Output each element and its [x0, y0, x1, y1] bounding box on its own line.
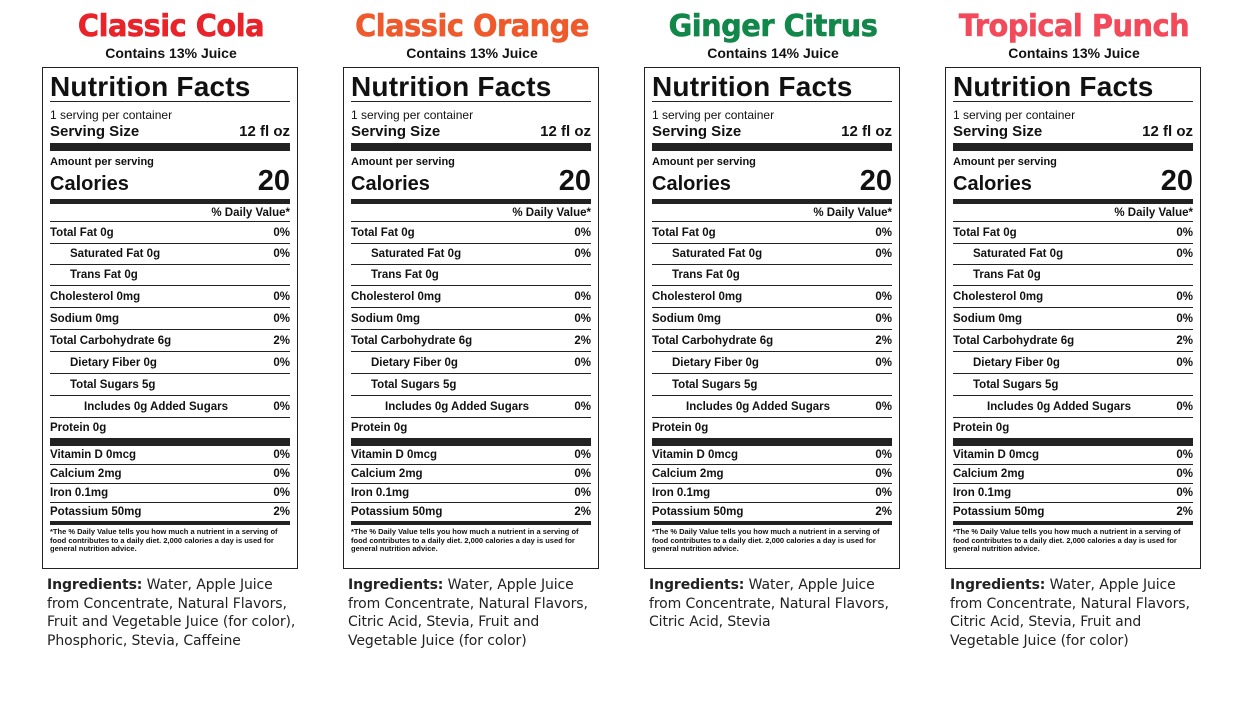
- nutrient-name: Total Sugars 5g: [371, 379, 457, 391]
- nutrient-row-total-fat: [953, 222, 1193, 244]
- nutrient-name: Vitamin D 0mcg: [652, 449, 739, 461]
- nutrient-dv: 0%: [574, 487, 591, 499]
- nutrient-row-dietary-fiber: [351, 352, 591, 374]
- serving-size-label: Serving Size: [652, 123, 742, 140]
- nutrient-dv: 0%: [273, 468, 290, 480]
- nutrient-row-sodium: [652, 308, 892, 330]
- nutrient-dv: 0%: [574, 248, 591, 260]
- serving-size-value: 12 fl oz: [841, 123, 892, 140]
- nutrient-row-total-carbohydrate: [351, 330, 591, 352]
- juice-content: Contains 13% Juice: [105, 45, 237, 61]
- nutrient-name: Total Fat 0g: [351, 227, 415, 239]
- nutrient-dv: 2%: [1176, 335, 1193, 347]
- nutrient-name: Sodium 0mg: [652, 313, 722, 325]
- nutrient-dv: 0%: [1176, 357, 1193, 369]
- calories-value: 20: [558, 165, 591, 197]
- nutrient-row-saturated-fat: [50, 244, 290, 265]
- product-panel-classic-orange: [343, 0, 601, 650]
- servings-per-container: 1 serving per container: [652, 108, 775, 122]
- nutrient-name: Potassium 50mg: [351, 506, 443, 518]
- amount-per-serving: Amount per serving: [351, 156, 455, 168]
- nutrient-row-total-fat: [351, 222, 591, 244]
- amount-per-serving: Amount per serving: [953, 156, 1057, 168]
- nutrient-name: Protein 0g: [50, 422, 107, 434]
- nutrient-name: Protein 0g: [953, 422, 1010, 434]
- serving-size-row: [50, 123, 290, 140]
- nutrient-name: Cholesterol 0mg: [953, 291, 1044, 303]
- nutrient-name: Cholesterol 0mg: [652, 291, 743, 303]
- nutrient-dv: 0%: [1176, 227, 1193, 239]
- nutrient-row-added-sugars: [50, 396, 290, 418]
- nutrient-dv: 2%: [273, 506, 290, 518]
- daily-value-footnote: *The % Daily Value tells you how much a nutrient in a serving of food contributes to a daily diet. 2,000 calories a day is used for general nutrition advice.: [652, 527, 880, 553]
- nutrient-name: Total Carbohydrate 6g: [953, 335, 1075, 347]
- product-title: Ginger Citrus: [668, 9, 878, 44]
- nutrient-name: Iron 0.1mg: [953, 487, 1012, 499]
- nutrient-name: Saturated Fat 0g: [672, 248, 763, 260]
- nutrient-dv: 0%: [574, 291, 591, 303]
- ingredients-text: Water, Apple Juice from Concentrate, Natural Flavors, Citric Acid, Stevia, Fruit and Vegetable Juice (for color): [348, 577, 588, 649]
- nutrient-dv: 0%: [1176, 487, 1193, 499]
- calories-label: Calories: [953, 173, 1032, 195]
- nutrient-row-iron: [50, 484, 290, 503]
- nutrient-name: Potassium 50mg: [50, 506, 142, 518]
- nutrient-row-calcium: [351, 465, 591, 484]
- calories-value: 20: [257, 165, 290, 197]
- nutrient-row-calcium: [652, 465, 892, 484]
- nutrient-dv: 0%: [574, 468, 591, 480]
- serving-size-label: Serving Size: [953, 123, 1043, 140]
- nutrient-name: Sodium 0mg: [50, 313, 120, 325]
- nutrient-dv: 0%: [273, 227, 290, 239]
- nutrient-row-potassium: [953, 503, 1193, 521]
- nutrient-row-total-fat: [652, 222, 892, 244]
- nutrient-dv: 0%: [1176, 313, 1193, 325]
- juice-content: Contains 13% Juice: [406, 45, 538, 61]
- amount-per-serving: Amount per serving: [50, 156, 154, 168]
- nutrient-row-calcium: [953, 465, 1193, 484]
- nutrient-dv: 0%: [574, 357, 591, 369]
- nutrient-name: Total Carbohydrate 6g: [652, 335, 774, 347]
- nutrient-name: Vitamin D 0mcg: [50, 449, 137, 461]
- nutrient-row-potassium: [652, 503, 892, 521]
- nutrient-row-vitamin-d: [953, 446, 1193, 465]
- nutrient-dv: 2%: [574, 506, 591, 518]
- serving-size-row: [652, 123, 892, 140]
- servings-per-container: 1 serving per container: [953, 108, 1076, 122]
- nutrient-name: Dietary Fiber 0g: [672, 357, 759, 369]
- product-panel-tropical-punch: [945, 0, 1203, 650]
- nutrient-row-saturated-fat: [351, 244, 591, 265]
- nutrient-row-trans-fat: [953, 265, 1193, 286]
- nutrition-facts-label: [945, 67, 1201, 569]
- nutrient-name: Sodium 0mg: [351, 313, 421, 325]
- nutrient-dv: 0%: [875, 487, 892, 499]
- servings-per-container: 1 serving per container: [351, 108, 474, 122]
- product-panel-classic-cola: [42, 0, 300, 650]
- nutrient-dv: 0%: [273, 313, 290, 325]
- daily-value-footnote: *The % Daily Value tells you how much a nutrient in a serving of food contributes to a daily diet. 2,000 calories a day is used for general nutrition advice.: [50, 527, 278, 553]
- nutrient-name: Cholesterol 0mg: [50, 291, 141, 303]
- nutrient-row-sodium: [953, 308, 1193, 330]
- nutrient-row-protein: [652, 418, 892, 438]
- nutrient-name: Iron 0.1mg: [652, 487, 711, 499]
- nutrient-row-saturated-fat: [953, 244, 1193, 265]
- calories-row: [50, 165, 290, 197]
- nutrient-dv: 0%: [875, 449, 892, 461]
- nutrient-dv: 0%: [273, 449, 290, 461]
- nutrient-name: Dietary Fiber 0g: [973, 357, 1060, 369]
- amount-per-serving: Amount per serving: [652, 156, 756, 168]
- nutrient-name: Vitamin D 0mcg: [953, 449, 1040, 461]
- nutrient-dv: 0%: [273, 487, 290, 499]
- daily-value-header: % Daily Value*: [351, 204, 591, 222]
- nutrient-name: Potassium 50mg: [652, 506, 744, 518]
- nutrient-dv: 0%: [574, 313, 591, 325]
- ingredients-label: Ingredients:: [47, 577, 143, 593]
- nutrient-name: Dietary Fiber 0g: [371, 357, 458, 369]
- nutrition-facts-heading: Nutrition Facts: [953, 71, 1154, 102]
- ingredients-label: Ingredients:: [649, 577, 745, 593]
- nutrient-row-dietary-fiber: [652, 352, 892, 374]
- nutrient-dv: 2%: [574, 335, 591, 347]
- nutrient-row-cholesterol: [50, 286, 290, 308]
- nutrient-name: Saturated Fat 0g: [973, 248, 1064, 260]
- nutrient-dv: 0%: [273, 357, 290, 369]
- nutrient-row-added-sugars: [652, 396, 892, 418]
- juice-content: Contains 14% Juice: [707, 45, 839, 61]
- nutrient-name: Total Fat 0g: [953, 227, 1017, 239]
- nutrient-row-total-sugars: [50, 374, 290, 396]
- nutrient-dv: 0%: [574, 227, 591, 239]
- nutrient-name: Sodium 0mg: [953, 313, 1023, 325]
- nutrient-dv: 0%: [875, 468, 892, 480]
- nutrient-name: Total Sugars 5g: [70, 379, 156, 391]
- nutrient-dv: 0%: [273, 291, 290, 303]
- ingredients-text: Water, Apple Juice from Concentrate, Natural Flavors, Citric Acid, Stevia, Fruit and Vegetable Juice (for color): [950, 577, 1190, 649]
- nutrient-dv: 0%: [875, 291, 892, 303]
- nutrient-row-protein: [953, 418, 1193, 438]
- nutrient-row-total-carbohydrate: [652, 330, 892, 352]
- nutrient-name: Potassium 50mg: [953, 506, 1045, 518]
- calories-row: [652, 165, 892, 197]
- nutrient-row-dietary-fiber: [953, 352, 1193, 374]
- nutrient-name: Trans Fat 0g: [70, 269, 138, 281]
- ingredients-label: Ingredients:: [950, 577, 1046, 593]
- nutrient-row-added-sugars: [351, 396, 591, 418]
- nutrient-name: Dietary Fiber 0g: [70, 357, 157, 369]
- nutrient-name: Total Fat 0g: [50, 227, 114, 239]
- nutrient-row-added-sugars: [953, 396, 1193, 418]
- nutrient-row-trans-fat: [652, 265, 892, 286]
- nutrient-name: Includes 0g Added Sugars: [84, 401, 228, 413]
- nutrient-row-iron: [351, 484, 591, 503]
- serving-size-value: 12 fl oz: [540, 123, 591, 140]
- nutrition-facts-label: [343, 67, 599, 569]
- nutrient-dv: 0%: [875, 248, 892, 260]
- nutrient-row-cholesterol: [652, 286, 892, 308]
- ingredients-label: Ingredients:: [348, 577, 444, 593]
- nutrient-row-total-sugars: [652, 374, 892, 396]
- serving-size-value: 12 fl oz: [1142, 123, 1193, 140]
- nutrient-dv: 0%: [574, 401, 591, 413]
- nutrient-row-iron: [652, 484, 892, 503]
- nutrient-dv: 2%: [273, 335, 290, 347]
- nutrient-dv: 0%: [574, 449, 591, 461]
- nutrient-row-total-sugars: [351, 374, 591, 396]
- daily-value-header: % Daily Value*: [953, 204, 1193, 222]
- nutrient-dv: 0%: [875, 313, 892, 325]
- calories-value: 20: [1160, 165, 1193, 197]
- nutrient-name: Includes 0g Added Sugars: [686, 401, 830, 413]
- nutrient-row-cholesterol: [351, 286, 591, 308]
- nutrient-dv: 0%: [875, 401, 892, 413]
- nutrient-name: Iron 0.1mg: [351, 487, 410, 499]
- product-title: Classic Cola: [77, 9, 265, 44]
- nutrient-dv: 0%: [1176, 401, 1193, 413]
- nutrient-dv: 0%: [1176, 449, 1193, 461]
- ingredients-text: Water, Apple Juice from Concentrate, Natural Flavors, Fruit and Vegetable Juice (for color), Phosphoric, Stevia, Caffeine: [47, 577, 296, 649]
- nutrient-row-calcium: [50, 465, 290, 484]
- nutrient-dv: 2%: [875, 506, 892, 518]
- nutrient-dv: 0%: [1176, 291, 1193, 303]
- nutrient-row-sodium: [351, 308, 591, 330]
- nutrient-row-sodium: [50, 308, 290, 330]
- serving-size-value: 12 fl oz: [239, 123, 290, 140]
- nutrient-dv: 2%: [1176, 506, 1193, 518]
- nutrient-name: Calcium 2mg: [953, 468, 1025, 480]
- nutrient-name: Total Sugars 5g: [973, 379, 1059, 391]
- nutrient-name: Iron 0.1mg: [50, 487, 109, 499]
- nutrient-row-vitamin-d: [50, 446, 290, 465]
- daily-value-footnote: *The % Daily Value tells you how much a nutrient in a serving of food contributes to a daily diet. 2,000 calories a day is used for general nutrition advice.: [953, 527, 1181, 553]
- nutrient-row-total-sugars: [953, 374, 1193, 396]
- nutrition-facts-heading: Nutrition Facts: [652, 71, 853, 102]
- calories-label: Calories: [351, 173, 430, 195]
- daily-value-header: % Daily Value*: [652, 204, 892, 222]
- nutrient-row-protein: [50, 418, 290, 438]
- nutrient-name: Vitamin D 0mcg: [351, 449, 438, 461]
- servings-per-container: 1 serving per container: [50, 108, 173, 122]
- nutrient-name: Total Carbohydrate 6g: [351, 335, 473, 347]
- nutrient-row-vitamin-d: [652, 446, 892, 465]
- nutrient-name: Saturated Fat 0g: [371, 248, 462, 260]
- nutrient-row-trans-fat: [351, 265, 591, 286]
- nutrient-name: Total Sugars 5g: [672, 379, 758, 391]
- ingredients: [343, 576, 604, 650]
- nutrient-row-potassium: [351, 503, 591, 521]
- nutrient-name: Calcium 2mg: [50, 468, 122, 480]
- nutrient-dv: 0%: [1176, 468, 1193, 480]
- serving-size-label: Serving Size: [351, 123, 441, 140]
- nutrition-facts-label: [42, 67, 298, 569]
- nutrient-dv: 0%: [875, 227, 892, 239]
- product-panel-ginger-citrus: [644, 0, 902, 632]
- nutrient-dv: 2%: [875, 335, 892, 347]
- nutrient-row-total-fat: [50, 222, 290, 244]
- nutrient-row-total-carbohydrate: [50, 330, 290, 352]
- calories-row: [953, 165, 1193, 197]
- nutrient-name: Protein 0g: [351, 422, 408, 434]
- nutrient-name: Total Carbohydrate 6g: [50, 335, 172, 347]
- nutrient-name: Calcium 2mg: [351, 468, 423, 480]
- calories-row: [351, 165, 591, 197]
- ingredients: [42, 576, 303, 650]
- nutrient-name: Includes 0g Added Sugars: [987, 401, 1131, 413]
- daily-value-header: % Daily Value*: [50, 204, 290, 222]
- ingredients-text: Water, Apple Juice from Concentrate, Natural Flavors, Citric Acid, Stevia: [649, 577, 889, 630]
- nutrient-name: Includes 0g Added Sugars: [385, 401, 529, 413]
- product-title: Classic Orange: [355, 9, 589, 44]
- serving-size-row: [953, 123, 1193, 140]
- nutrient-name: Trans Fat 0g: [672, 269, 740, 281]
- nutrition-facts-heading: Nutrition Facts: [50, 71, 251, 102]
- nutrient-name: Trans Fat 0g: [371, 269, 439, 281]
- nutrient-dv: 0%: [875, 357, 892, 369]
- nutrient-name: Calcium 2mg: [652, 468, 724, 480]
- nutrient-row-potassium: [50, 503, 290, 521]
- nutrient-row-iron: [953, 484, 1193, 503]
- nutrient-row-total-carbohydrate: [953, 330, 1193, 352]
- calories-label: Calories: [652, 173, 731, 195]
- nutrient-name: Protein 0g: [652, 422, 709, 434]
- serving-size-row: [351, 123, 591, 140]
- nutrient-dv: 0%: [273, 401, 290, 413]
- nutrient-row-cholesterol: [953, 286, 1193, 308]
- nutrient-row-saturated-fat: [652, 244, 892, 265]
- nutrient-dv: 0%: [1176, 248, 1193, 260]
- daily-value-footnote: *The % Daily Value tells you how much a nutrient in a serving of food contributes to a daily diet. 2,000 calories a day is used for general nutrition advice.: [351, 527, 579, 553]
- nutrient-name: Saturated Fat 0g: [70, 248, 161, 260]
- nutrient-name: Total Fat 0g: [652, 227, 716, 239]
- nutrient-dv: 0%: [273, 248, 290, 260]
- nutrient-name: Trans Fat 0g: [973, 269, 1041, 281]
- calories-label: Calories: [50, 173, 129, 195]
- ingredients: [945, 576, 1206, 650]
- ingredients: [644, 576, 905, 632]
- serving-size-label: Serving Size: [50, 123, 140, 140]
- product-title: Tropical Punch: [958, 9, 1190, 44]
- nutrient-row-dietary-fiber: [50, 352, 290, 374]
- nutrition-facts-label: [644, 67, 900, 569]
- nutrient-row-protein: [351, 418, 591, 438]
- nutrient-row-trans-fat: [50, 265, 290, 286]
- juice-content: Contains 13% Juice: [1008, 45, 1140, 61]
- nutrient-name: Cholesterol 0mg: [351, 291, 442, 303]
- nutrition-facts-heading: Nutrition Facts: [351, 71, 552, 102]
- calories-value: 20: [859, 165, 892, 197]
- nutrient-row-vitamin-d: [351, 446, 591, 465]
